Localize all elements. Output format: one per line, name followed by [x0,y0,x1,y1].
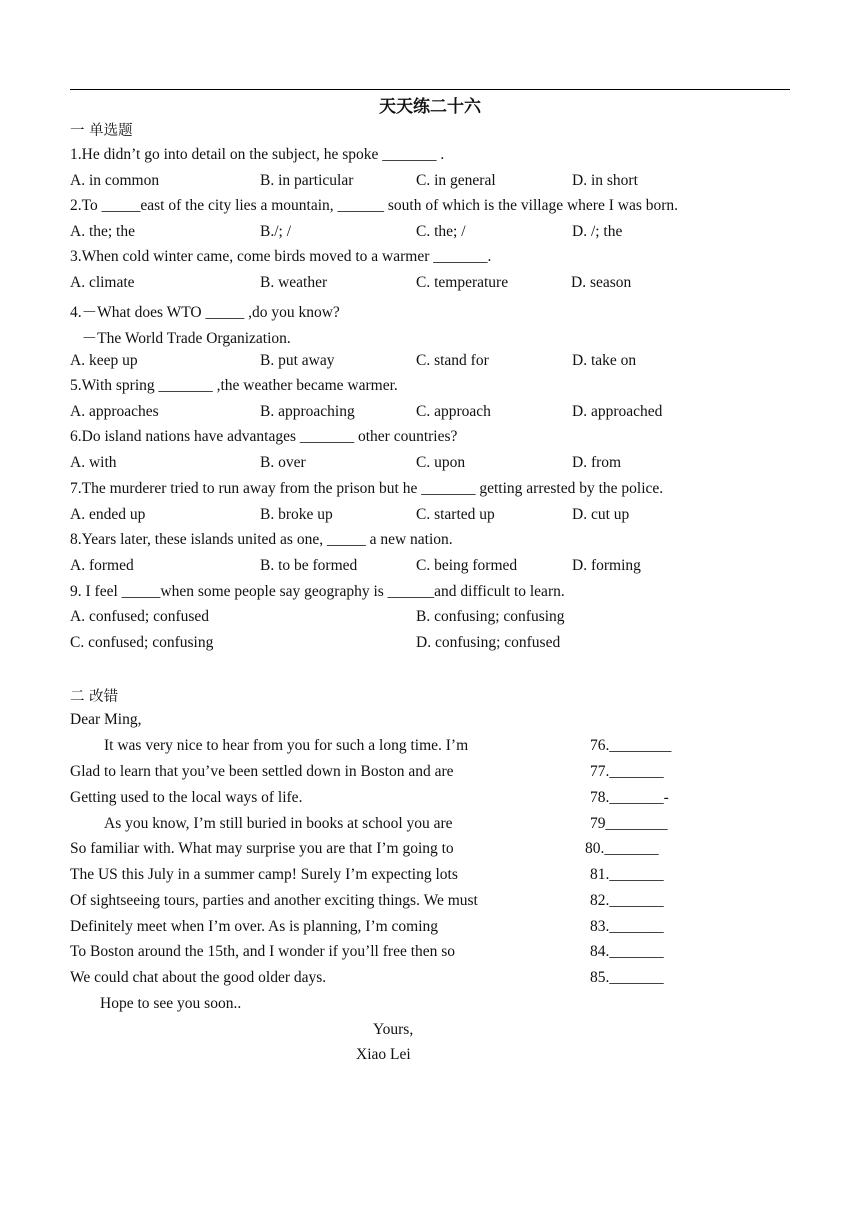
question-4-option-c: C. stand for [416,352,489,369]
question-7-option-b: B. broke up [260,506,333,523]
question-5-option-a: A. approaches [70,403,159,420]
answer-blank-85: 85._______ [590,969,664,986]
question-8-option-a: A. formed [70,557,134,574]
question-8-option-b: B. to be formed [260,557,358,574]
question-1-option-b: B. in particular [260,172,354,189]
question-7-option-d: D. cut up [572,506,630,523]
question-8-option-c: C. being formed [416,557,518,574]
answer-blank-81: 81._______ [590,866,664,883]
letter-line-83: Definitely meet when I’m over. As is planning, I’m coming [70,918,439,935]
answer-blank-82: 82._______ [590,892,664,909]
letter-line-79: As you know, I’m still buried in books at school you are [104,815,453,832]
section2-heading: 二 改错 [70,689,119,705]
question-9-option-a: A. confused; confused [70,608,210,625]
question-3-option-b: B. weather [260,274,328,291]
question-4-stem: 4.－What does WTO _____ ,do you know? [70,304,340,321]
question-5-option-c: C. approach [416,403,491,420]
question-8-option-d: D. forming [572,557,641,574]
letter-line-82: Of sightseeing tours, parties and another exciting things. We must [70,892,478,909]
question-6-option-b: B. over [260,454,306,471]
question-5-stem: 5.With spring _______ ,the weather became warmer. [70,377,398,394]
letter-line-77: Glad to learn that you’ve been settled down in Boston and are [70,763,454,780]
question-6-option-a: A. with [70,454,117,471]
letter-sign-off: Yours, [373,1021,414,1038]
question-9-option-b: B. confusing; confusing [416,608,565,625]
question-9-option-c: C. confused; confusing [70,634,214,651]
answer-blank-76: 76.________ [590,737,672,754]
question-9-stem: 9. I feel _____when some people say geography is ______and difficult to learn. [70,583,565,600]
letter-line-81: The US this July in a summer camp! Surely I’m expecting lots [70,866,458,883]
question-4-option-d: D. take on [572,352,637,369]
top-rule [70,89,790,90]
letter-line-84: To Boston around the 15th, and I wonder if you’ll free then so [70,943,456,960]
question-3-stem: 3.When cold winter came, come birds moved to a warmer _______. [70,248,492,265]
question-9-option-d: D. confusing; confused [416,634,561,651]
question-2-option-b: B./; / [260,223,292,240]
question-4-option-b: B. put away [260,352,335,369]
question-4-answer-line: －The World Trade Organization. [70,330,291,347]
question-1-stem: 1.He didn’t go into detail on the subject, he spoke _______ . [70,146,445,163]
letter-line-78: Getting used to the local ways of life. [70,789,303,806]
answer-blank-83: 83._______ [590,918,664,935]
question-5-option-d: D. approached [572,403,663,420]
question-6-option-c: C. upon [416,454,466,471]
answer-blank-80: 80._______ [585,840,659,857]
answer-blank-77: 77._______ [590,763,664,780]
question-7-option-a: A. ended up [70,506,146,523]
question-1-option-d: D. in short [572,172,638,189]
question-3-option-c: C. temperature [416,274,509,291]
letter-closing: Hope to see you soon.. [100,995,242,1012]
letter-greeting: Dear Ming, [70,711,142,728]
answer-blank-78: 78._______- [590,789,669,806]
question-2-option-d: D. /; the [572,223,623,240]
letter-signature: Xiao Lei [356,1046,411,1063]
answer-blank-79: 79________ [590,815,668,832]
question-2-option-a: A. the; the [70,223,135,240]
question-3-option-d: D. season [571,274,632,291]
answer-blank-84: 84._______ [590,943,664,960]
question-2-stem: 2.To _____east of the city lies a mountain, ______ south of which is the village where I was born. [70,197,679,214]
section1-heading: 一 单选题 [70,123,133,139]
question-4-option-a: A. keep up [70,352,138,369]
question-6-option-d: D. from [572,454,622,471]
question-8-stem: 8.Years later, these islands united as one, _____ a new nation. [70,531,453,548]
question-7-option-c: C. started up [416,506,495,523]
question-1-option-c: C. in general [416,172,496,189]
question-5-option-b: B. approaching [260,403,355,420]
page-title: 天天练二十六 [379,97,481,117]
question-3-option-a: A. climate [70,274,135,291]
letter-line-76: It was very nice to hear from you for such a long time. I’m [104,737,469,754]
letter-line-85: We could chat about the good older days. [70,969,327,986]
question-1-option-a: A. in common [70,172,160,189]
letter-line-80: So familiar with. What may surprise you are that I’m going to [70,840,454,857]
question-7-stem: 7.The murderer tried to run away from the prison but he _______ getting arrested by the police. [70,480,664,497]
question-2-option-c: C. the; / [416,223,466,240]
question-6-stem: 6.Do island nations have advantages _______ other countries? [70,428,458,445]
